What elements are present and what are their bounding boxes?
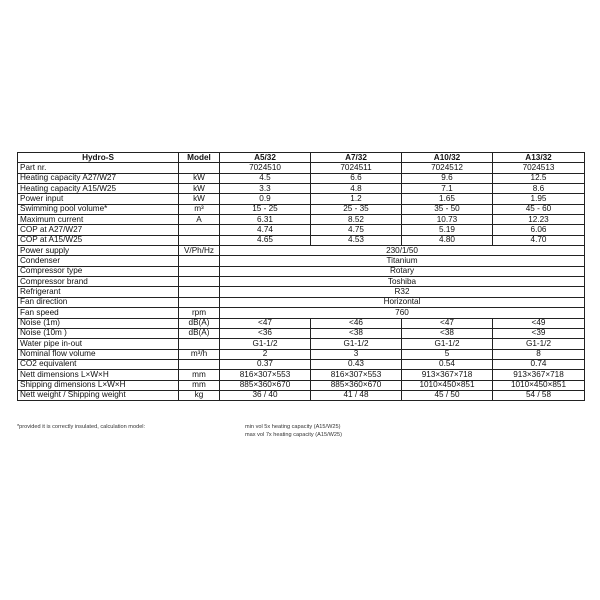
table-row [18, 328, 585, 338]
row-label: Compressor brand [18, 277, 179, 287]
row-label: COP at A27/W27 [18, 225, 179, 235]
row-label: Water pipe in-out [18, 339, 179, 349]
table-row [18, 287, 585, 297]
row-value: <36 [220, 328, 311, 338]
row-value: 1010×450×851 [493, 380, 585, 390]
row-unit: kW [179, 194, 220, 204]
row-value: 0.37 [220, 359, 311, 369]
row-value: 3 [311, 349, 402, 359]
header-model-a10: A10/32 [402, 153, 493, 163]
row-label: Noise (10m ) [18, 328, 179, 338]
row-value: 7024512 [402, 163, 493, 173]
row-unit [179, 359, 220, 369]
row-unit: A [179, 215, 220, 225]
row-label: Power input [18, 194, 179, 204]
row-value: 0.9 [220, 194, 311, 204]
row-value: 1.95 [493, 194, 585, 204]
header-model-a5: A5/32 [220, 153, 311, 163]
table-row [18, 163, 585, 173]
row-unit [179, 266, 220, 276]
row-value: <46 [311, 318, 402, 328]
row-value: <47 [402, 318, 493, 328]
row-value: 4.5 [220, 173, 311, 183]
row-value: <39 [493, 328, 585, 338]
row-value: 36 / 40 [220, 390, 311, 400]
row-label: Shipping dimensions L×W×H [18, 380, 179, 390]
row-unit: kg [179, 390, 220, 400]
row-label: Part nr. [18, 163, 179, 173]
row-value: 54 / 58 [493, 390, 585, 400]
footnote [17, 423, 145, 431]
row-value: 7024510 [220, 163, 311, 173]
row-value: 885×360×670 [311, 380, 402, 390]
row-value: 41 / 48 [311, 390, 402, 400]
row-shared-value: Rotary [220, 266, 585, 276]
row-unit: rpm [179, 308, 220, 318]
row-value: <38 [402, 328, 493, 338]
row-unit: kW [179, 184, 220, 194]
row-unit [179, 235, 220, 245]
row-value: 816×307×553 [220, 370, 311, 380]
header-model-a13: A13/32 [493, 153, 585, 163]
row-value: 45 - 60 [493, 204, 585, 214]
header-model-a7: A7/32 [311, 153, 402, 163]
row-label: Swimming pool volume* [18, 204, 179, 214]
row-value: 45 / 50 [402, 390, 493, 400]
row-unit [179, 287, 220, 297]
table-row [18, 225, 585, 235]
row-value: 6.06 [493, 225, 585, 235]
table-row [18, 349, 585, 359]
table-row [18, 308, 585, 318]
row-label: Nett weight / Shipping weight [18, 390, 179, 400]
row-label: COP at A15/W25 [18, 235, 179, 245]
row-value: 6.31 [220, 215, 311, 225]
table-header-row [18, 153, 585, 163]
row-unit: kW [179, 173, 220, 183]
row-value: 1.65 [402, 194, 493, 204]
max-volume-note: max vol 7x heating capacity (A15/W25) [245, 432, 343, 439]
row-value: 4.65 [220, 235, 311, 245]
row-value: 7.1 [402, 184, 493, 194]
row-shared-value: R32 [220, 287, 585, 297]
row-unit [179, 339, 220, 349]
row-shared-value: Toshiba [220, 277, 585, 287]
row-value: <38 [311, 328, 402, 338]
row-label: Noise (1m) [18, 318, 179, 328]
row-value: 1.2 [311, 194, 402, 204]
row-value: 816×307×553 [311, 370, 402, 380]
row-unit [179, 256, 220, 266]
table-row [18, 173, 585, 183]
table-row [18, 215, 585, 225]
row-value: 4.80 [402, 235, 493, 245]
table-row [18, 318, 585, 328]
table-row [18, 380, 585, 390]
row-value: G1-1/2 [493, 339, 585, 349]
table-row [18, 256, 585, 266]
row-shared-value: Titanium [220, 256, 585, 266]
row-value: 4.75 [311, 225, 402, 235]
table-row [18, 297, 585, 307]
row-label: Condenser [18, 256, 179, 266]
row-value: <47 [220, 318, 311, 328]
row-unit [179, 297, 220, 307]
table-row [18, 339, 585, 349]
row-label: Fan direction [18, 297, 179, 307]
row-unit [179, 225, 220, 235]
row-value: G1-1/2 [402, 339, 493, 349]
table-row [18, 204, 585, 214]
row-label: Nett dimensions L×W×H [18, 370, 179, 380]
row-value: 35 - 50 [402, 204, 493, 214]
row-label: Heating capacity A27/W27 [18, 173, 179, 183]
row-value: 4.53 [311, 235, 402, 245]
row-label: Refrigerant [18, 287, 179, 297]
row-value: 7024511 [311, 163, 402, 173]
table-row [18, 359, 585, 369]
row-value: 0.43 [311, 359, 402, 369]
row-label: Power supply [18, 246, 179, 256]
row-unit: dB(A) [179, 318, 220, 328]
row-value: 25 - 35 [311, 204, 402, 214]
row-shared-value: Horizontal [220, 297, 585, 307]
row-unit [179, 163, 220, 173]
table-row [18, 277, 585, 287]
row-unit: V/Ph/Hz [179, 246, 220, 256]
row-value: 8 [493, 349, 585, 359]
row-unit: mm [179, 370, 220, 380]
row-value: 0.74 [493, 359, 585, 369]
row-value: 10.73 [402, 215, 493, 225]
row-value: 9.6 [402, 173, 493, 183]
row-value: 15 - 25 [220, 204, 311, 214]
row-value: 0.54 [402, 359, 493, 369]
row-value: 885×360×670 [220, 380, 311, 390]
row-label: Heating capacity A15/W25 [18, 184, 179, 194]
spec-table-container [17, 152, 584, 401]
row-value: 8.52 [311, 215, 402, 225]
table-row [18, 390, 585, 400]
row-value: 5.19 [402, 225, 493, 235]
row-value: 3.3 [220, 184, 311, 194]
row-shared-value: 760 [220, 308, 585, 318]
footnote-text: *provided it is correctly insulated, calculation model: [17, 424, 146, 430]
table-row [18, 370, 585, 380]
table-row [18, 194, 585, 204]
row-value: 913×367×718 [493, 370, 585, 380]
row-value: 4.8 [311, 184, 402, 194]
table-row [18, 246, 585, 256]
row-value: <49 [493, 318, 585, 328]
calculation-model-notes [245, 423, 342, 439]
table-row [18, 235, 585, 245]
header-model-label: Model [179, 153, 220, 163]
row-unit: dB(A) [179, 328, 220, 338]
row-value: 5 [402, 349, 493, 359]
row-label: CO2 equivalent [18, 359, 179, 369]
row-value: 6.6 [311, 173, 402, 183]
row-value: G1-1/2 [311, 339, 402, 349]
row-label: Maximum current [18, 215, 179, 225]
row-value: 8.6 [493, 184, 585, 194]
row-value: 12.23 [493, 215, 585, 225]
table-row [18, 184, 585, 194]
row-shared-value: 230/1/50 [220, 246, 585, 256]
row-value: 12.5 [493, 173, 585, 183]
table-row [18, 266, 585, 276]
row-unit: m³ [179, 204, 220, 214]
spec-table [17, 152, 585, 401]
row-value: 7024513 [493, 163, 585, 173]
row-value: 1010×450×851 [402, 380, 493, 390]
header-product-name: Hydro-S [18, 153, 179, 163]
row-value: 4.74 [220, 225, 311, 235]
row-value: 4.70 [493, 235, 585, 245]
row-label: Nominal flow volume [18, 349, 179, 359]
row-label: Fan speed [18, 308, 179, 318]
row-value: 913×367×718 [402, 370, 493, 380]
row-label: Compressor type [18, 266, 179, 276]
min-volume-note: min vol 5x heating capacity (A15/W25) [245, 424, 341, 430]
row-unit: m³/h [179, 349, 220, 359]
row-value: G1-1/2 [220, 339, 311, 349]
row-unit [179, 277, 220, 287]
row-value: 2 [220, 349, 311, 359]
row-unit: mm [179, 380, 220, 390]
